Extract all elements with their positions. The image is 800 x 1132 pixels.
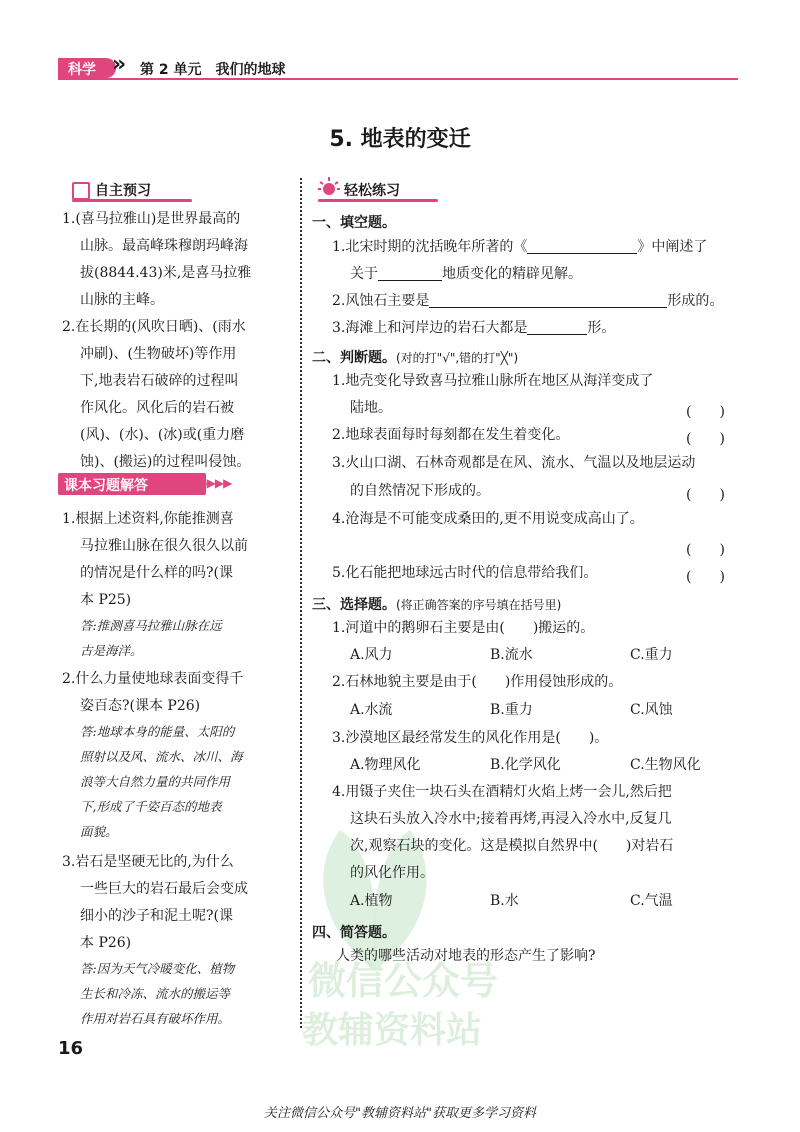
answer-parenthesis: ( )	[686, 404, 725, 420]
header-rule	[58, 78, 738, 80]
question-line: 姿百态?(课本 P26)	[80, 698, 201, 714]
choice-question-4: 4.用镊子夹住一块石头在酒精灯火焰上烤一会儿,然后把	[332, 784, 672, 800]
header-unit: 第 2 单元 我们的地球	[140, 62, 286, 78]
question-line: 的情况是什么样的吗?(课	[80, 565, 233, 581]
sun-icon	[318, 176, 340, 196]
question-line: 2.什么力量使地球表面变得千	[62, 671, 244, 687]
page-number: 16	[58, 1038, 84, 1059]
preview-line: 下,地表岩石破碎的过程叫	[80, 373, 239, 389]
preview-line: 2.在长期的(风吹日晒)、(雨水	[62, 319, 246, 335]
chevron-right-icon: »	[112, 52, 121, 77]
judge-question-4: 4.沧海是不可能变成桑田的,更不用说变成高山了。	[332, 511, 644, 527]
question-line: 3.岩石是坚硬无比的,为什么	[62, 854, 234, 870]
question-line: 1.根据上述资料,你能推测喜	[62, 511, 234, 527]
answer-line: 面貌。	[80, 824, 118, 839]
question-line: 马拉雅山脉在很久很久以前	[80, 538, 248, 554]
question-line: 本 P25)	[80, 592, 132, 608]
answer-line: 浪等大自然力量的共同作用	[80, 774, 231, 789]
arrow-right-icon: ▶▶▶▶▶▶	[182, 476, 232, 490]
header-subject: 科学	[68, 62, 96, 78]
section-heading: 三、选择题。(将正确答案的序号填在括号里)	[312, 597, 562, 613]
answer-line: 答:因为天气冷暖变化、植物	[80, 961, 235, 976]
judge-question-2: 2.地球表面每时每刻都在发生着变化。	[332, 427, 570, 443]
choice-option: C.风蚀	[630, 702, 673, 718]
fill-question-1-cont: 关于 地质变化的精辟见解。	[350, 266, 582, 282]
section-heading: 一、填空题。	[312, 215, 396, 231]
choice-question-4-cont: 的风化作用。	[350, 865, 434, 881]
judge-question-3: 3.火山口湖、石林奇观都是在风、流水、气温以及地层运动	[332, 455, 696, 471]
answer-line: 下,形成了千姿百态的地表	[80, 799, 222, 814]
column-divider	[300, 178, 302, 1028]
section-heading: 四、简答题。	[312, 925, 396, 941]
preview-line: (风)、(水)、(冰)或(重力磨	[80, 427, 245, 443]
section-tag-solve: 课本习题解答	[64, 478, 148, 494]
preview-line: 1.(喜马拉雅山)是世界最高的	[62, 211, 241, 227]
fill-question-2: 2.风蚀石主要是 形成的。	[332, 293, 724, 309]
answer-parenthesis: ( )	[686, 542, 725, 558]
choice-option: A.水流	[350, 702, 393, 718]
answer-line: 照射以及风、流水、冰川、海	[80, 749, 243, 764]
answer-line: 答:推测喜马拉雅山脉在远	[80, 618, 222, 633]
judge-question-1: 1.地壳变化导致喜马拉雅山脉所在地区从海洋变成了	[332, 373, 654, 389]
answer-parenthesis: ( )	[686, 431, 725, 447]
choice-option: B.水	[490, 893, 519, 909]
choice-option: B.重力	[490, 702, 533, 718]
question-line: 细小的沙子和泥土呢?(课	[80, 908, 233, 924]
choice-option: C.生物风化	[630, 757, 701, 773]
question-line: 一些巨大的岩石最后会变成	[80, 881, 248, 897]
choice-question-4-cont: 次,观察石块的变化。这是模拟自然界中( )对岩石	[350, 838, 674, 854]
preview-line: 作风化。风化后的岩石被	[80, 400, 234, 416]
footer-note: 关注微信公众号"教辅资料站"获取更多学习资料	[264, 1106, 536, 1121]
preview-line: 蚀)、(搬运)的过程叫侵蚀。	[80, 454, 251, 470]
section-tag-preview: 自主预习	[95, 183, 151, 199]
answer-parenthesis: ( )	[686, 487, 725, 503]
answer-line: 古是海洋。	[80, 643, 143, 658]
answer-line: 作用对岩石具有破坏作用。	[80, 1011, 231, 1026]
choice-option: C.重力	[630, 647, 673, 663]
short-answer-question: 人类的哪些活动对地表的形态产生了影响?	[336, 948, 596, 964]
choice-question-4-cont: 这块石头放入冷水中;接着再烤,再浸入冷水中,反复几	[350, 811, 672, 827]
preview-line: 山脉的主峰。	[80, 292, 164, 308]
preview-line: 冲刷)、(生物破坏)等作用	[80, 346, 237, 362]
choice-option: A.风力	[350, 647, 393, 663]
judge-question-3-cont: 的自然情况下形成的。	[350, 483, 490, 499]
fill-question-1: 1.北宋时期的沈括晚年所著的《 》中阐述了	[332, 239, 708, 255]
section-tag-underline	[72, 199, 192, 202]
watermark-line2: 教辅资料站	[302, 1010, 483, 1051]
answer-parenthesis: ( )	[686, 569, 725, 585]
choice-option: B.化学风化	[490, 757, 561, 773]
choice-question-1: 1.河道中的鹅卵石主要是由( )搬运的。	[332, 620, 595, 636]
choice-option: A.植物	[350, 893, 393, 909]
answer-line: 答:地球本身的能量、太阳的	[80, 724, 235, 739]
preview-line: 拔(8844.43)米,是喜马拉雅	[80, 265, 252, 281]
preview-square-icon	[72, 182, 90, 200]
choice-question-2: 2.石林地貌主要是由于( )作用侵蚀形成的。	[332, 674, 623, 690]
page-title: 5. 地表的变迁	[329, 127, 471, 152]
preview-line: 山脉。最高峰珠穆朗玛峰海	[80, 238, 248, 254]
question-line: 本 P26)	[80, 935, 132, 951]
section-heading: 二、判断题。(对的打"√",错的打"╳")	[312, 350, 519, 366]
judge-question-1-cont: 陆地。	[350, 400, 392, 416]
section-tag-practice: 轻松练习	[344, 183, 400, 199]
choice-question-3: 3.沙漠地区最经常发生的风化作用是( )。	[332, 730, 609, 746]
choice-option: A.物理风化	[350, 757, 421, 773]
fill-question-3: 3.海滩上和河岸边的岩石大都是 形。	[332, 320, 616, 336]
choice-option: B.流水	[490, 647, 533, 663]
watermark-line1: 微信公众号	[308, 959, 499, 1003]
choice-option: C.气温	[630, 893, 673, 909]
answer-line: 生长和冷冻、流水的搬运等	[80, 986, 231, 1001]
judge-question-5: 5.化石能把地球远古时代的信息带给我们。	[332, 565, 598, 581]
section-tag-underline	[318, 199, 438, 202]
